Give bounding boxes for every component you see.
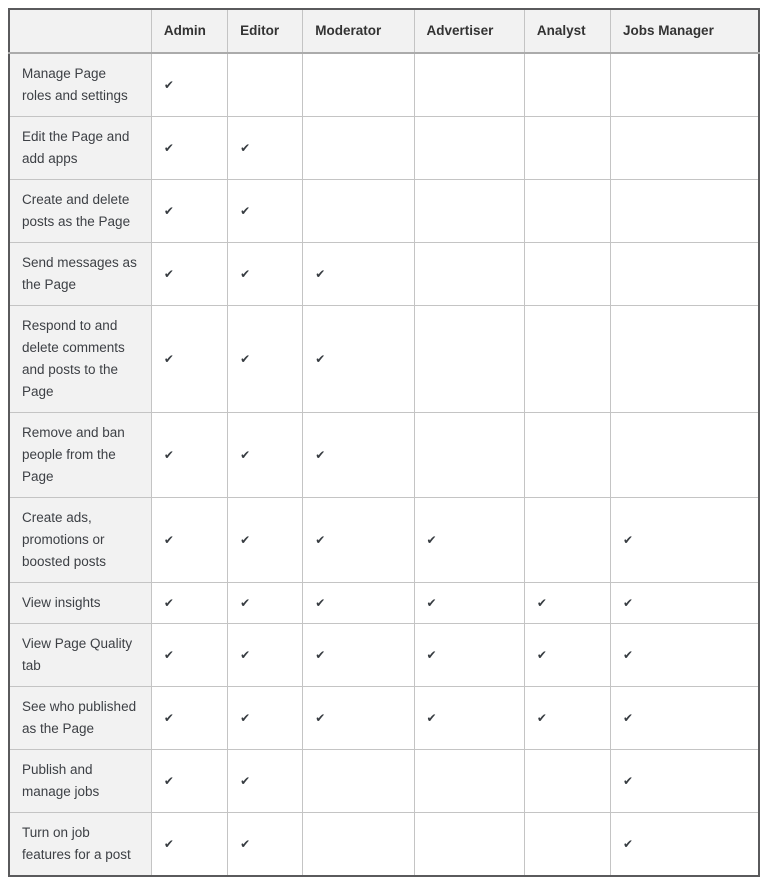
check-cell xyxy=(228,117,303,180)
check-icon: ✔ xyxy=(315,596,326,610)
check-cell xyxy=(611,53,759,117)
check-cell xyxy=(303,306,414,413)
check-cell xyxy=(524,53,610,117)
check-icon: ✔ xyxy=(163,596,174,610)
check-cell xyxy=(228,624,303,687)
check-icon: ✔ xyxy=(536,711,547,725)
check-icon: ✔ xyxy=(426,533,437,547)
row-label: Create and delete posts as the Page xyxy=(9,180,151,243)
check-icon: ✔ xyxy=(623,711,634,725)
check-cell xyxy=(151,180,227,243)
check-cell xyxy=(524,624,610,687)
check-cell xyxy=(524,687,610,750)
check-cell xyxy=(151,498,227,583)
check-icon: ✔ xyxy=(163,141,174,155)
check-icon: ✔ xyxy=(163,352,174,366)
check-icon: ✔ xyxy=(623,533,634,547)
check-cell xyxy=(228,750,303,813)
check-icon: ✔ xyxy=(240,141,251,155)
check-cell xyxy=(524,117,610,180)
check-icon: ✔ xyxy=(536,648,547,662)
check-cell xyxy=(228,180,303,243)
check-icon: ✔ xyxy=(315,648,326,662)
check-icon: ✔ xyxy=(163,267,174,281)
check-icon: ✔ xyxy=(426,648,437,662)
check-icon: ✔ xyxy=(315,711,326,725)
check-cell xyxy=(524,243,610,306)
row-label: View insights xyxy=(9,583,151,624)
check-cell xyxy=(303,413,414,498)
column-header-editor: Editor xyxy=(228,9,303,53)
table-row xyxy=(9,583,759,624)
check-cell xyxy=(151,750,227,813)
check-cell xyxy=(611,813,759,877)
check-icon: ✔ xyxy=(623,596,634,610)
check-icon: ✔ xyxy=(315,352,326,366)
check-cell xyxy=(303,243,414,306)
check-cell xyxy=(414,53,524,117)
check-cell xyxy=(414,687,524,750)
check-icon: ✔ xyxy=(240,596,251,610)
row-label: Send messages as the Page xyxy=(9,243,151,306)
check-cell xyxy=(414,306,524,413)
check-cell xyxy=(151,583,227,624)
check-icon: ✔ xyxy=(240,711,251,725)
check-cell xyxy=(611,117,759,180)
row-label: Manage Page roles and settings xyxy=(9,53,151,117)
check-cell xyxy=(414,750,524,813)
check-cell xyxy=(611,624,759,687)
table-row xyxy=(9,687,759,750)
check-icon: ✔ xyxy=(240,204,251,218)
check-icon: ✔ xyxy=(240,837,251,851)
check-icon: ✔ xyxy=(240,774,251,788)
check-icon: ✔ xyxy=(240,267,251,281)
check-cell xyxy=(414,180,524,243)
check-cell xyxy=(151,813,227,877)
row-label: View Page Quality tab xyxy=(9,624,151,687)
check-cell xyxy=(228,413,303,498)
check-cell xyxy=(611,306,759,413)
check-icon: ✔ xyxy=(315,267,326,281)
check-icon: ✔ xyxy=(240,448,251,462)
check-cell xyxy=(228,813,303,877)
check-cell xyxy=(414,583,524,624)
check-icon: ✔ xyxy=(623,837,634,851)
check-cell xyxy=(414,413,524,498)
check-icon: ✔ xyxy=(163,774,174,788)
check-cell xyxy=(228,306,303,413)
check-cell xyxy=(414,813,524,877)
check-icon: ✔ xyxy=(163,837,174,851)
header-row xyxy=(9,9,759,53)
table-row xyxy=(9,498,759,583)
check-cell xyxy=(303,117,414,180)
check-cell xyxy=(228,243,303,306)
table-header xyxy=(9,9,759,53)
check-icon: ✔ xyxy=(163,533,174,547)
check-cell xyxy=(611,243,759,306)
row-label: Publish and manage jobs xyxy=(9,750,151,813)
table-row xyxy=(9,624,759,687)
column-header-jobs-manager: Jobs Manager xyxy=(611,9,759,53)
check-cell xyxy=(611,750,759,813)
column-header-moderator: Moderator xyxy=(303,9,414,53)
check-cell xyxy=(303,53,414,117)
check-icon: ✔ xyxy=(623,774,634,788)
check-icon: ✔ xyxy=(426,596,437,610)
table-row xyxy=(9,243,759,306)
table-row xyxy=(9,413,759,498)
table-row xyxy=(9,53,759,117)
check-cell xyxy=(524,750,610,813)
check-cell xyxy=(611,413,759,498)
table-row xyxy=(9,180,759,243)
check-cell xyxy=(524,306,610,413)
check-icon: ✔ xyxy=(163,204,174,218)
check-cell xyxy=(611,498,759,583)
table-row xyxy=(9,117,759,180)
column-header-advertiser: Advertiser xyxy=(414,9,524,53)
check-icon: ✔ xyxy=(163,648,174,662)
check-cell xyxy=(414,624,524,687)
check-cell xyxy=(611,583,759,624)
check-cell xyxy=(151,687,227,750)
page-roles-table xyxy=(8,8,760,877)
check-cell xyxy=(414,498,524,583)
check-cell xyxy=(151,117,227,180)
corner-cell xyxy=(9,9,151,53)
check-icon: ✔ xyxy=(623,648,634,662)
table-body xyxy=(9,53,759,876)
check-cell xyxy=(228,53,303,117)
check-cell xyxy=(303,624,414,687)
check-cell xyxy=(228,583,303,624)
column-header-admin: Admin xyxy=(151,9,227,53)
check-cell xyxy=(524,583,610,624)
row-label: See who published as the Page xyxy=(9,687,151,750)
check-cell xyxy=(524,498,610,583)
row-label: Remove and ban people from the Page xyxy=(9,413,151,498)
check-cell xyxy=(228,498,303,583)
check-icon: ✔ xyxy=(240,648,251,662)
check-cell xyxy=(414,117,524,180)
table-row xyxy=(9,750,759,813)
check-icon: ✔ xyxy=(163,711,174,725)
check-cell xyxy=(151,624,227,687)
check-icon: ✔ xyxy=(315,448,326,462)
check-icon: ✔ xyxy=(426,711,437,725)
check-cell xyxy=(303,498,414,583)
check-icon: ✔ xyxy=(315,533,326,547)
column-header-analyst: Analyst xyxy=(524,9,610,53)
row-label: Create ads, promotions or boosted posts xyxy=(9,498,151,583)
row-label: Edit the Page and add apps xyxy=(9,117,151,180)
row-label: Respond to and delete comments and posts to the Page xyxy=(9,306,151,413)
check-cell xyxy=(303,180,414,243)
check-cell xyxy=(524,413,610,498)
check-cell xyxy=(151,243,227,306)
check-icon: ✔ xyxy=(163,78,174,92)
check-cell xyxy=(524,813,610,877)
check-cell xyxy=(611,687,759,750)
check-cell xyxy=(228,687,303,750)
check-icon: ✔ xyxy=(163,448,174,462)
check-cell xyxy=(151,306,227,413)
check-cell xyxy=(303,583,414,624)
check-cell xyxy=(611,180,759,243)
check-cell xyxy=(524,180,610,243)
row-label: Turn on job features for a post xyxy=(9,813,151,877)
check-icon: ✔ xyxy=(240,533,251,547)
table-row xyxy=(9,306,759,413)
check-icon: ✔ xyxy=(536,596,547,610)
table-row xyxy=(9,813,759,877)
check-cell xyxy=(303,813,414,877)
check-cell xyxy=(151,53,227,117)
check-icon: ✔ xyxy=(240,352,251,366)
check-cell xyxy=(151,413,227,498)
check-cell xyxy=(303,687,414,750)
check-cell xyxy=(414,243,524,306)
check-cell xyxy=(303,750,414,813)
